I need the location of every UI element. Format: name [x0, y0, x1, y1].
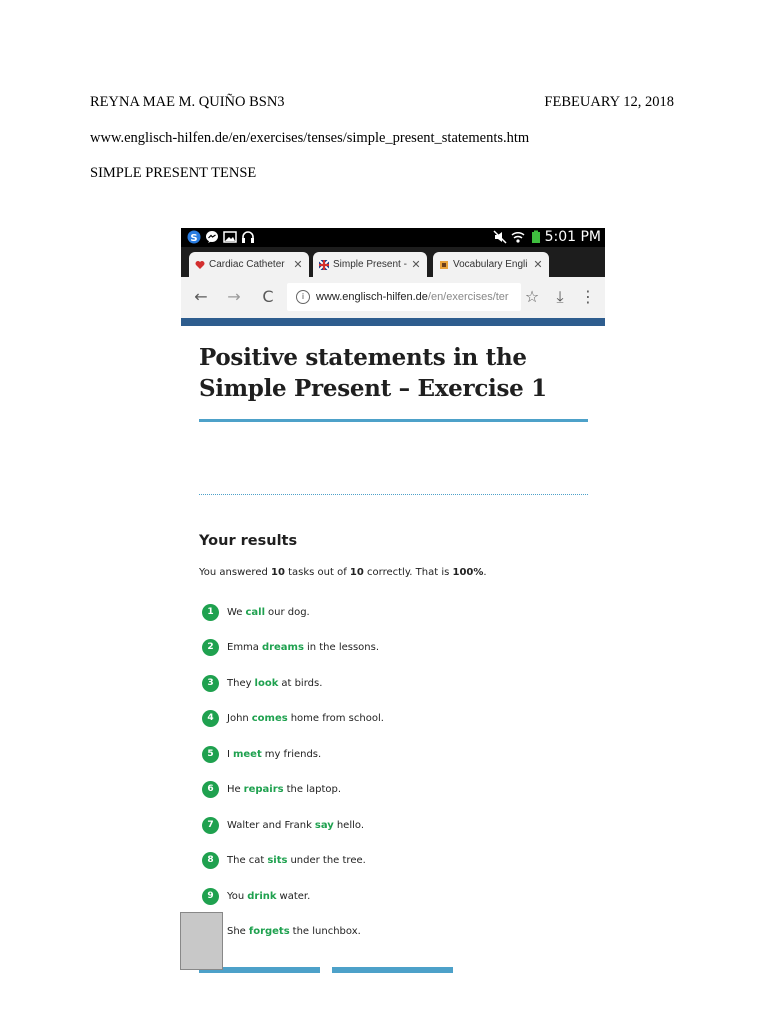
- tab-simple-present[interactable]: [313, 252, 427, 277]
- answer-number-badge: 2: [202, 639, 219, 656]
- answer-number-badge: 3: [202, 675, 219, 692]
- sentence-start: We: [227, 606, 243, 618]
- sentence-end: under the tree.: [290, 854, 366, 866]
- close-icon[interactable]: ✕: [411, 259, 421, 271]
- author-line: REYNA MAE M. QUIÑO BSN3: [90, 94, 285, 110]
- sentence-start: You: [227, 890, 245, 902]
- summary-text: .: [483, 567, 487, 578]
- answer-row: [202, 637, 379, 657]
- correct-verb: call: [245, 606, 265, 618]
- svg-text:S: S: [190, 233, 198, 244]
- menu-dots-icon[interactable]: ⋮: [580, 287, 596, 306]
- sentence-end: my friends.: [264, 748, 322, 760]
- results-summary: [199, 567, 487, 578]
- answer-row: [202, 850, 366, 870]
- score-percent: 100%: [452, 567, 484, 578]
- correct-verb: say: [314, 819, 334, 831]
- total-count: 10: [349, 567, 364, 578]
- back-arrow-icon[interactable]: ←: [194, 287, 208, 306]
- answer-number-badge: 5: [202, 746, 219, 763]
- sentence-end: hello.: [336, 819, 364, 831]
- answer-row: [202, 815, 364, 835]
- correct-verb: drink: [247, 890, 277, 902]
- correct-verb: sits: [267, 854, 288, 866]
- url-path: /en/exercises/ter: [427, 291, 509, 303]
- sentence-start: She: [227, 925, 246, 937]
- url-host: www.englisch-hilfen.de: [316, 291, 428, 303]
- site-header-strip: [181, 318, 605, 326]
- answer-row: [202, 921, 361, 941]
- download-icon[interactable]: ⤓: [556, 287, 564, 306]
- sentence-end: the lunchbox.: [292, 925, 361, 937]
- answer-number-badge: 4: [202, 710, 219, 727]
- android-status-bar: [181, 228, 605, 247]
- sentence-end: in the lessons.: [306, 641, 380, 653]
- close-icon[interactable]: ✕: [293, 259, 303, 271]
- browser-screenshot: [181, 228, 605, 973]
- info-icon[interactable]: i: [296, 290, 310, 304]
- headphones-icon: [241, 230, 255, 244]
- image-icon: [223, 230, 237, 244]
- vocab-favicon: [439, 260, 449, 270]
- correct-verb: look: [254, 677, 279, 689]
- forward-arrow-icon[interactable]: →: [227, 287, 241, 306]
- sentence-start: I: [227, 748, 230, 760]
- sentence-end: the laptop.: [286, 783, 342, 795]
- tab-strip: [181, 247, 605, 277]
- results-heading: Your results: [199, 533, 298, 549]
- answer-number-badge: 1: [202, 604, 219, 621]
- reload-icon[interactable]: C: [262, 287, 274, 306]
- tab-label: Cardiac Catheter: [209, 259, 285, 270]
- sentence-start: He: [227, 783, 241, 795]
- s-app-icon: [187, 230, 201, 244]
- correct-verb: comes: [251, 712, 288, 724]
- wifi-icon: [511, 230, 525, 244]
- answered-count: 10: [271, 567, 285, 578]
- answer-row: [202, 779, 341, 799]
- status-time: 5:01 PM: [544, 229, 601, 245]
- correct-verb: repairs: [243, 783, 284, 795]
- tab-label: Vocabulary Engli: [453, 259, 528, 270]
- summary-text: tasks out of: [284, 567, 350, 578]
- sentence-end: home from school.: [290, 712, 384, 724]
- battery-icon: [529, 230, 543, 244]
- source-url: www.englisch-hilfen.de/en/exercises/tenses/simple_present_statements.htm: [90, 130, 530, 146]
- sentence-start: John: [227, 712, 249, 724]
- tab-label: Simple Present -: [333, 259, 407, 270]
- answer-number-badge: 9: [202, 888, 219, 905]
- address-bar[interactable]: [287, 283, 521, 311]
- answer-row: [202, 708, 384, 728]
- summary-text: correctly. That is: [363, 567, 453, 578]
- document-date: FEBEUARY 12, 2018: [544, 94, 674, 110]
- sentence-end: at birds.: [281, 677, 323, 689]
- sentence-start: They: [227, 677, 252, 689]
- answer-row: [202, 886, 310, 906]
- document-subject: SIMPLE PRESENT TENSE: [90, 165, 257, 181]
- gray-overlay-box: [180, 912, 223, 970]
- star-icon[interactable]: ☆: [524, 287, 540, 306]
- answer-number-badge: 7: [202, 817, 219, 834]
- title-divider: [199, 419, 588, 422]
- correct-verb: meet: [232, 748, 262, 760]
- answer-number-badge: 8: [202, 852, 219, 869]
- browser-toolbar: [181, 277, 605, 318]
- summary-text: You answered: [199, 567, 271, 578]
- answer-row: [202, 744, 321, 764]
- sentence-end: water.: [279, 890, 311, 902]
- tab-vocabulary[interactable]: [433, 252, 549, 277]
- sentence-start: Walter and Frank: [227, 819, 312, 831]
- bottom-action-button[interactable]: [332, 967, 453, 973]
- page-title: Positive statements in the Simple Present – Exercise 1: [199, 344, 547, 402]
- sentence-end: our dog.: [268, 606, 310, 618]
- close-icon[interactable]: ✕: [533, 259, 543, 271]
- answer-number-badge: 6: [202, 781, 219, 798]
- answer-row: [202, 602, 310, 622]
- answer-row: [202, 673, 322, 693]
- uk-flag-favicon: [319, 260, 329, 270]
- dotted-divider: [199, 494, 588, 495]
- tab-cardiac[interactable]: [189, 252, 309, 277]
- messenger-icon: [205, 230, 219, 244]
- correct-verb: dreams: [261, 641, 304, 653]
- correct-verb: forgets: [248, 925, 290, 937]
- mute-icon: [493, 230, 507, 244]
- sentence-start: The cat: [227, 854, 265, 866]
- heart-favicon: [195, 260, 205, 270]
- sentence-start: Emma: [227, 641, 259, 653]
